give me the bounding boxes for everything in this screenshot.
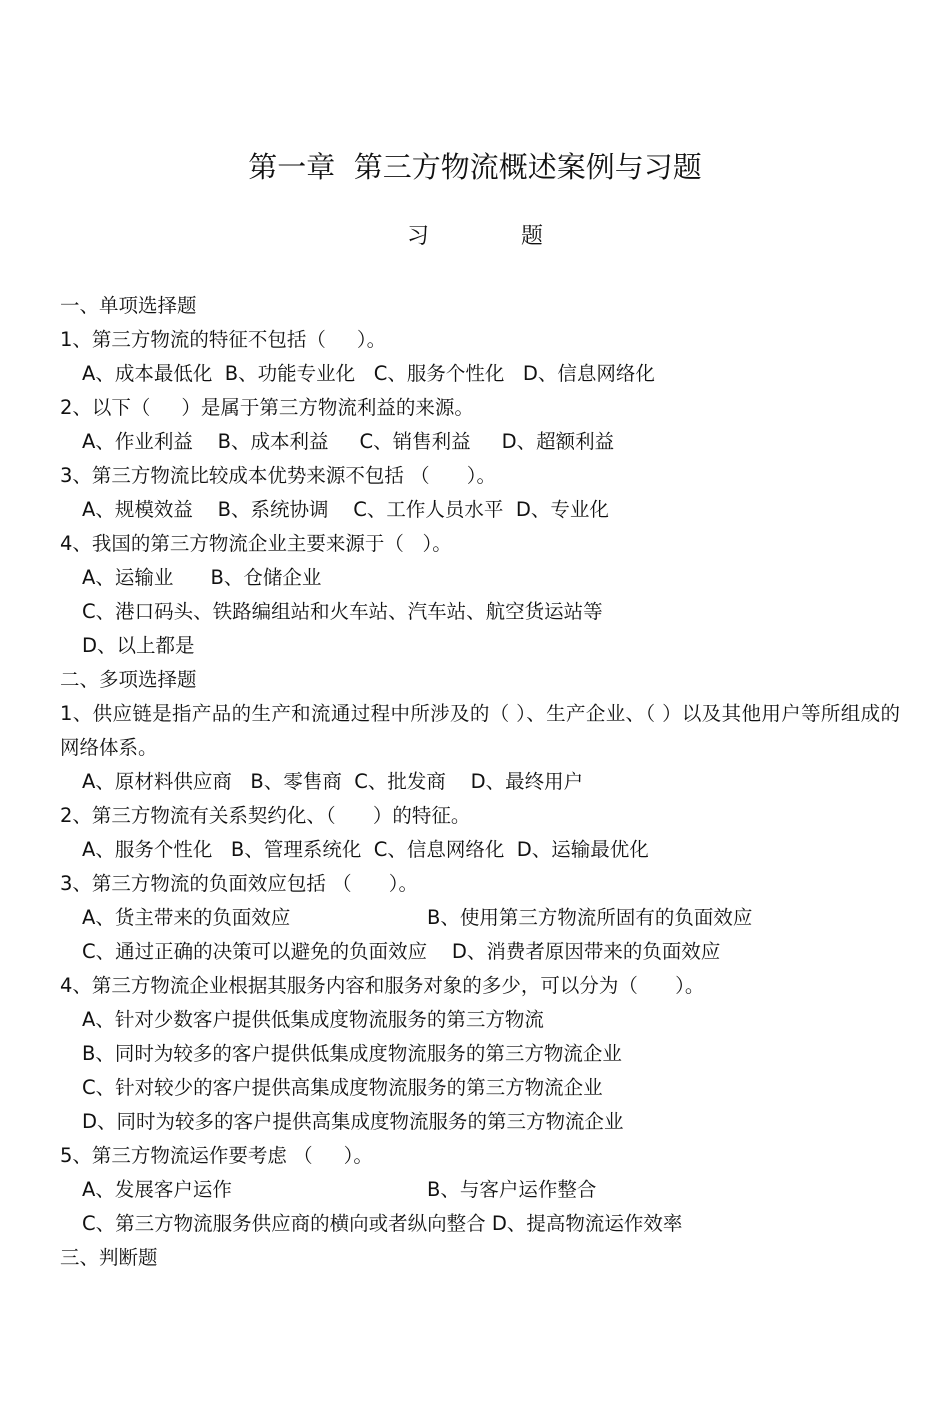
question-option: B、使用第三方物流所固有的负面效应	[427, 906, 753, 929]
question-options: A、成本最低化 B、功能专业化 C、服务个性化 D、信息网络化	[82, 362, 655, 385]
question-text: 4、第三方物流企业根据其服务内容和服务对象的多少，可以分为（ ）。	[60, 974, 705, 997]
question-text: 3、第三方物流比较成本优势来源不包括 （ ）。	[60, 464, 497, 487]
question-text: 2、以下（ ）是属于第三方物流利益的来源。	[60, 396, 474, 419]
question-text: 3、第三方物流的负面效应包括 （ ）。	[60, 872, 419, 895]
question-text: 1、第三方物流的特征不包括（ ）。	[60, 328, 387, 351]
question-options: A、原材料供应商 B、零售商 C、批发商 D、最终用户	[82, 770, 584, 793]
subtitle-char-2: 题	[521, 224, 544, 249]
exercise-content	[60, 289, 900, 1275]
question-options: A、服务个性化 B、管理系统化 C、信息网络化 D、运输最优化	[82, 838, 649, 861]
section-heading-single-choice: 一、单项选择题	[60, 294, 197, 317]
question-options: A、运输业 B、仓储企业	[82, 566, 322, 589]
section-subtitle	[0, 220, 950, 254]
question-text: 5、第三方物流运作要考虑 （ ）。	[60, 1144, 373, 1167]
question-option: C、针对较少的客户提供高集成度物流服务的第三方物流企业	[82, 1076, 603, 1099]
question-option: B、与客户运作整合	[427, 1178, 597, 1201]
question-options-row	[60, 1173, 900, 1207]
question-option: A、发展客户运作	[82, 1178, 232, 1201]
question-option: C、港口码头、铁路编组站和火车站、汽车站、航空货运站等	[82, 600, 603, 623]
subtitle-char-1: 习	[406, 224, 429, 249]
question-options: A、作业利益 B、成本利益 C、销售利益 D、超额利益	[82, 430, 615, 453]
question-options: A、规模效益 B、系统协调 C、工作人员水平 D、专业化	[82, 498, 609, 521]
question-text: 2、第三方物流有关系契约化、（ ）的特征。	[60, 804, 471, 827]
question-option: D、以上都是	[82, 634, 195, 657]
question-option: A、针对少数客户提供低集成度物流服务的第三方物流	[82, 1008, 544, 1031]
section-heading-multiple-choice: 二、多项选择题	[60, 668, 197, 691]
question-option: A、货主带来的负面效应	[82, 906, 291, 929]
question-options: C、通过正确的决策可以避免的负面效应 D、消费者原因带来的负面效应	[82, 940, 721, 963]
section-heading-true-false: 三、判断题	[60, 1246, 158, 1269]
question-options: C、第三方物流服务供应商的横向或者纵向整合 D、提高物流运作效率	[82, 1212, 683, 1235]
question-options-row	[60, 901, 900, 935]
question-option: D、同时为较多的客户提供高集成度物流服务的第三方物流企业	[82, 1110, 624, 1133]
question-text: 1、供应链是指产品的生产和流通过程中所涉及的（ ）、生产企业、（ ）以及其他用户等所组成的网络体系。	[60, 702, 900, 759]
chapter-title: 第一章 第三方物流概述案例与习题	[248, 150, 702, 184]
question-option: B、同时为较多的客户提供低集成度物流服务的第三方物流企业	[82, 1042, 622, 1065]
question-text: 4、我国的第三方物流企业主要来源于（ ）。	[60, 532, 452, 555]
